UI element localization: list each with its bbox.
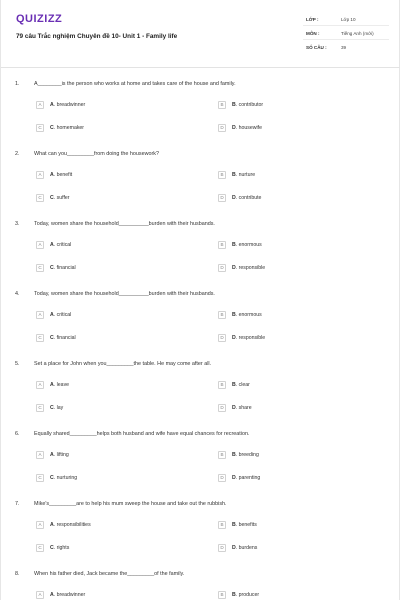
option-separator: . [235,195,239,201]
option-letter: A [50,452,54,458]
meta-value: Tiếng Anh (mới) [341,31,374,36]
option-letter-box: A [36,171,44,179]
option-text: critical [56,312,72,318]
option-label [232,475,260,481]
option-letter-box: C [36,334,44,342]
question-text: When his father died, Jack became the_________of the family. [34,571,185,577]
option-label [232,335,265,341]
option-letter: C [50,545,54,551]
option-text: responsible [238,335,266,341]
option-letter: D [232,475,236,481]
option-label [50,102,85,108]
option-letter-box: C [36,264,44,272]
option-text: housewife [238,125,262,131]
option-label [50,382,69,388]
option-separator: . [53,195,57,201]
option-label [50,545,69,551]
option-separator: . [235,172,239,178]
option-separator: . [53,335,57,341]
option-label [50,312,71,318]
option-letter: C [50,195,54,201]
option-letter-box: A [36,521,44,529]
option-separator: . [235,475,239,481]
option-label [232,242,262,248]
option-label [50,195,70,201]
option-letter-box: C [36,404,44,412]
option-letter-box: D [218,544,226,552]
option-letter: B [232,592,236,598]
option-label [232,452,259,458]
option-letter-box: A [36,101,44,109]
option-separator: . [53,102,57,108]
option-letter-box: B [218,521,226,529]
option-letter-box: B [218,311,226,319]
header-divider [1,67,400,68]
option-letter: A [50,242,54,248]
option-text: producer [238,592,260,598]
question-number: 4. [15,291,20,297]
option-letter-box: B [218,381,226,389]
option-separator: . [235,545,239,551]
option-text: enormous [238,312,262,318]
option-letter: B [232,452,236,458]
option-text: breadwinner [56,102,86,108]
question-text: A________is the person who works at home and takes care of the house and family. [34,81,236,87]
question-text: Today, women share the household__________burden with their husbands. [34,291,215,297]
option-label [50,242,71,248]
option-text: breeding [238,452,259,458]
option-text: responsibilities [56,522,91,528]
option-letter-box: C [36,544,44,552]
meta-value: Lớp 10 [341,17,356,22]
question-text: Mike's_________are to help his mum sweep the house and take out the rubbish. [34,501,227,507]
option-letter: D [232,335,236,341]
option-letter-box: A [36,451,44,459]
option-separator: . [235,102,239,108]
option-letter: A [50,102,54,108]
option-text: financial [56,335,76,341]
option-text: breadwinner [56,592,86,598]
option-label [232,195,261,201]
question-text: What can you_________from doing the housework? [34,151,159,157]
option-letter: A [50,382,54,388]
option-separator: . [53,405,57,411]
option-text: homemaker [56,125,85,131]
meta-label: MÔN : [306,31,320,36]
option-separator: . [53,242,57,248]
option-separator: . [235,522,239,528]
option-label [232,382,250,388]
option-letter-box: B [218,591,226,599]
meta-row-subject [303,26,389,40]
option-label [50,265,76,271]
meta-label: SỐ CÂU : [306,45,327,50]
option-letter: D [232,265,236,271]
option-letter-box: B [218,241,226,249]
option-label [232,545,257,551]
option-letter-box: D [218,474,226,482]
option-label [232,522,257,528]
option-letter-box: D [218,194,226,202]
option-label [232,312,262,318]
option-label [232,125,262,131]
option-text: contributor [238,102,264,108]
option-text: critical [56,242,72,248]
question-number: 7. [15,501,20,507]
option-letter-box: C [36,194,44,202]
option-letter: D [232,195,236,201]
question-number: 2. [15,151,20,157]
option-label [50,125,84,131]
option-separator: . [53,265,57,271]
option-label [232,592,259,598]
option-separator: . [235,382,239,388]
option-text: benefit [56,172,73,178]
option-text: suffer [56,195,70,201]
option-letter-box: A [36,381,44,389]
option-letter-box: A [36,241,44,249]
option-separator: . [53,125,57,131]
option-label [50,405,63,411]
option-separator: . [235,592,239,598]
option-separator: . [235,405,239,411]
option-letter-box: B [218,171,226,179]
option-text: lifting [56,452,69,458]
option-label [232,172,255,178]
meta-row-count [303,40,389,54]
option-separator: . [235,265,239,271]
option-text: leave [56,382,70,388]
option-letter: C [50,475,54,481]
option-text: lay [56,405,64,411]
option-letter: B [232,242,236,248]
option-separator: . [235,335,239,341]
option-letter-box: D [218,404,226,412]
option-letter: A [50,592,54,598]
meta-label: LỚP : [306,17,319,22]
option-letter-box: C [36,124,44,132]
option-label [50,335,76,341]
option-letter-box: A [36,591,44,599]
option-text: benefits [238,522,257,528]
option-separator: . [53,312,57,318]
option-text: rights [56,545,70,551]
option-separator: . [53,522,57,528]
option-letter: A [50,172,54,178]
option-letter-box: D [218,264,226,272]
option-separator: . [53,452,57,458]
option-separator: . [235,242,239,248]
option-letter: C [50,265,54,271]
option-label [50,522,91,528]
option-label [232,405,252,411]
option-letter: D [232,125,236,131]
option-text: parenting [238,475,261,481]
question-text: Today, women share the household__________burden with their husbands. [34,221,215,227]
option-label [50,452,69,458]
meta-value: 39 [341,45,347,50]
option-text: share [238,405,252,411]
option-letter-box: A [36,311,44,319]
question-number: 3. [15,221,20,227]
option-separator: . [53,545,57,551]
option-letter: B [232,382,236,388]
option-letter: B [232,312,236,318]
option-letter: A [50,522,54,528]
option-letter: D [232,405,236,411]
question-number: 1. [15,81,20,87]
option-letter: C [50,335,54,341]
option-letter: B [232,172,236,178]
option-letter-box: D [218,124,226,132]
option-separator: . [53,592,57,598]
question-number: 8. [15,571,20,577]
option-separator: . [235,125,239,131]
option-label [232,102,263,108]
option-separator: . [53,382,57,388]
option-letter-box: B [218,101,226,109]
option-text: nurturing [56,475,78,481]
meta-row-grade [303,12,389,26]
option-letter: A [50,312,54,318]
option-text: enormous [238,242,262,248]
option-letter-box: C [36,474,44,482]
option-letter: C [50,405,54,411]
option-letter: B [232,102,236,108]
option-label [50,475,77,481]
question-number: 6. [15,431,20,437]
option-text: nurture [238,172,256,178]
option-separator: . [235,452,239,458]
worksheet-title: 79 câu Trắc nghiệm Chuyên đề 10- Unit 1 - Family life [16,33,178,40]
option-label [50,592,85,598]
option-letter-box: B [218,451,226,459]
option-letter-box: D [218,334,226,342]
question-number: 5. [15,361,20,367]
option-text: clear [238,382,250,388]
option-letter: C [50,125,54,131]
option-text: responsible [238,265,266,271]
option-separator: . [53,475,57,481]
option-letter: D [232,545,236,551]
option-label [232,265,265,271]
option-text: financial [56,265,76,271]
question-text: Equally shared_________helps both husband and wife have equal chances for recreation. [34,431,250,437]
option-separator: . [53,172,57,178]
option-text: contribute [238,195,262,201]
option-text: burdens [238,545,258,551]
quizizz-logo: QUIZIZZ [16,13,63,25]
option-separator: . [235,312,239,318]
option-label [50,172,72,178]
option-letter: B [232,522,236,528]
meta-table [303,12,389,54]
question-text: Set a place for John when you_________the table. He may come after all. [34,361,212,367]
